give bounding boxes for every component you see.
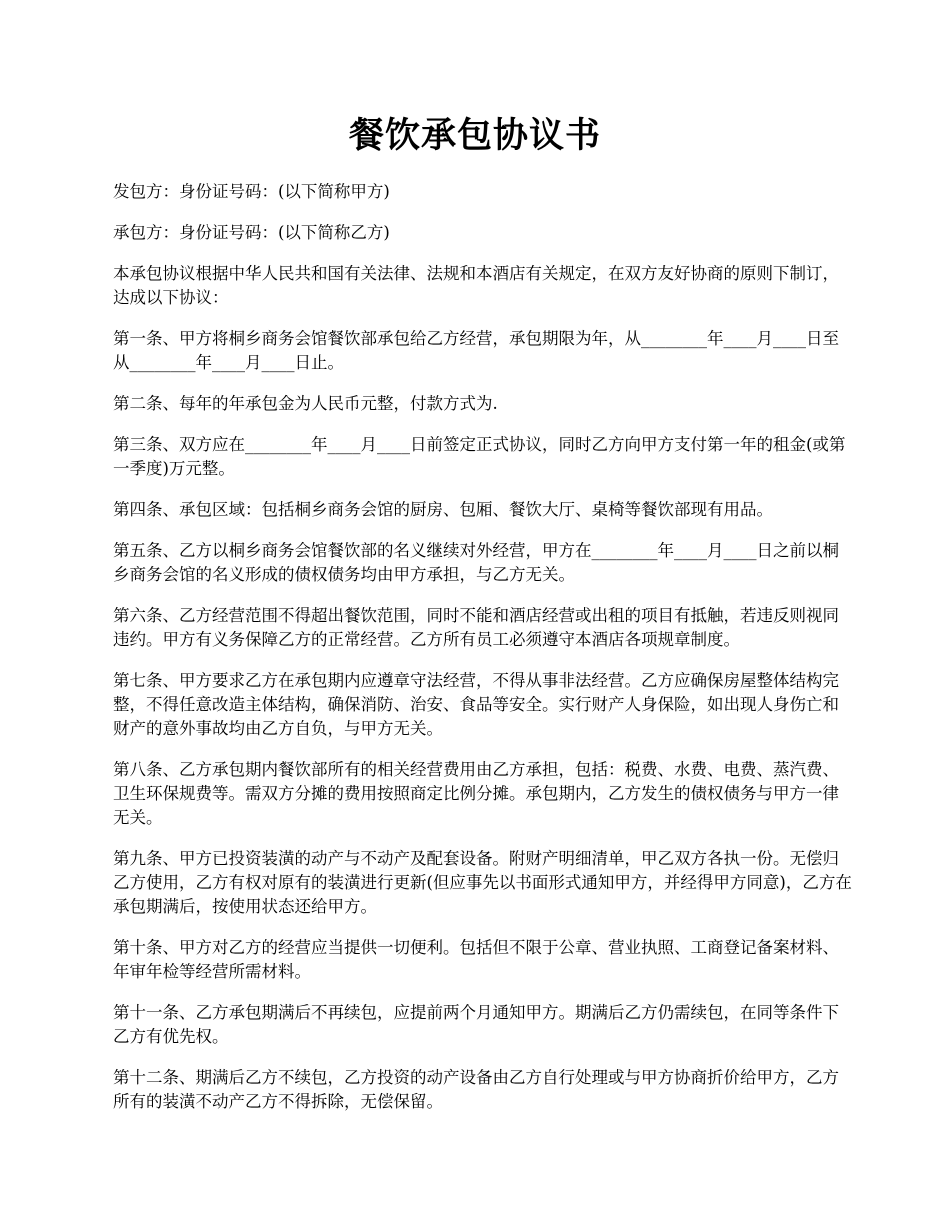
paragraph-article-9: 第九条、甲方已投资装潢的动产与不动产及配套设备。附财产明细清单，甲乙双方各执一份。无偿归乙方使用，乙方有权对原有的装潢进行更新(但应事先以书面形式通知甲方，并经得甲方同意)，乙方在承包期满后，按使用状态还给甲方。 xyxy=(113,849,852,916)
paragraph-article-2: 第二条、每年的年承包金为人民币元整，付款方式为. xyxy=(113,394,498,413)
document-body xyxy=(113,180,853,1131)
paragraph-article-11: 第十一条、乙方承包期满后不再续包，应提前两个月通知甲方。期满后乙方仍需续包，在同等条件下乙方有优先权。 xyxy=(113,1003,839,1046)
paragraph-article-3: 第三条、双方应在________年____月____日前签定正式协议，同时乙方向甲方支付第一年的租金(或第一季度)万元整。 xyxy=(113,435,846,478)
paragraph-preamble: 本承包协议根据中华人民共和国有关法律、法规和本酒店有关规定，在双方友好协商的原则下制订，达成以下协议： xyxy=(113,264,839,307)
paragraph-contractee-party: 承包方：身份证号码：(以下简称乙方) xyxy=(113,223,390,242)
paragraph-article-4: 第四条、承包区域：包括桐乡商务会馆的厨房、包厢、餐饮大厅、桌椅等餐饮部现有用品。 xyxy=(113,500,773,519)
document-title: 餐饮承包协议书 xyxy=(348,116,601,156)
paragraph-article-5: 第五条、乙方以桐乡商务会馆餐饮部的名义继续对外经营，甲方在________年____月____日之前以桐乡商务会馆的名义形成的债权债务均由甲方承担，与乙方无关。 xyxy=(113,541,839,584)
paragraph-article-10: 第十条、甲方对乙方的经营应当提供一切便利。包括但不限于公章、营业执照、工商登记备案材料、年审年检等经营所需材料。 xyxy=(113,938,839,981)
paragraph-article-6: 第六条、乙方经营范围不得超出餐饮范围，同时不能和酒店经营或出租的项目有抵触，若违反则视同违约。甲方有义务保障乙方的正常经营。乙方所有员工必须遵守本酒店各项规章制度。 xyxy=(113,606,839,649)
paragraph-article-1: 第一条、甲方将桐乡商务会馆餐饮部承包给乙方经营，承包期限为年，从________年____月____日至从________年____月____日止。 xyxy=(113,329,839,372)
paragraph-article-7: 第七条、甲方要求乙方在承包期内应遵章守法经营，不得从事非法经营。乙方应确保房屋整体结构完整，不得任意改造主体结构，确保消防、治安、食品等安全。实行财产人身保险，如出现人身伤亡和财产的意外事故均由乙方自负，与甲方无关。 xyxy=(113,671,839,738)
paragraph-contractor-party: 发包方：身份证号码：(以下简称甲方) xyxy=(113,182,390,201)
paragraph-article-12: 第十二条、期满后乙方不续包，乙方投资的动产设备由乙方自行处理或与甲方协商折价给甲方，乙方所有的装潢不动产乙方不得拆除，无偿保留。 xyxy=(113,1068,839,1111)
paragraph-article-8: 第八条、乙方承包期内餐饮部所有的相关经营费用由乙方承担，包括：税费、水费、电费、蒸汽费、卫生环保规费等。需双方分摊的费用按照商定比例分摊。承包期内，乙方发生的债权债务与甲方一律无关。 xyxy=(113,760,839,827)
